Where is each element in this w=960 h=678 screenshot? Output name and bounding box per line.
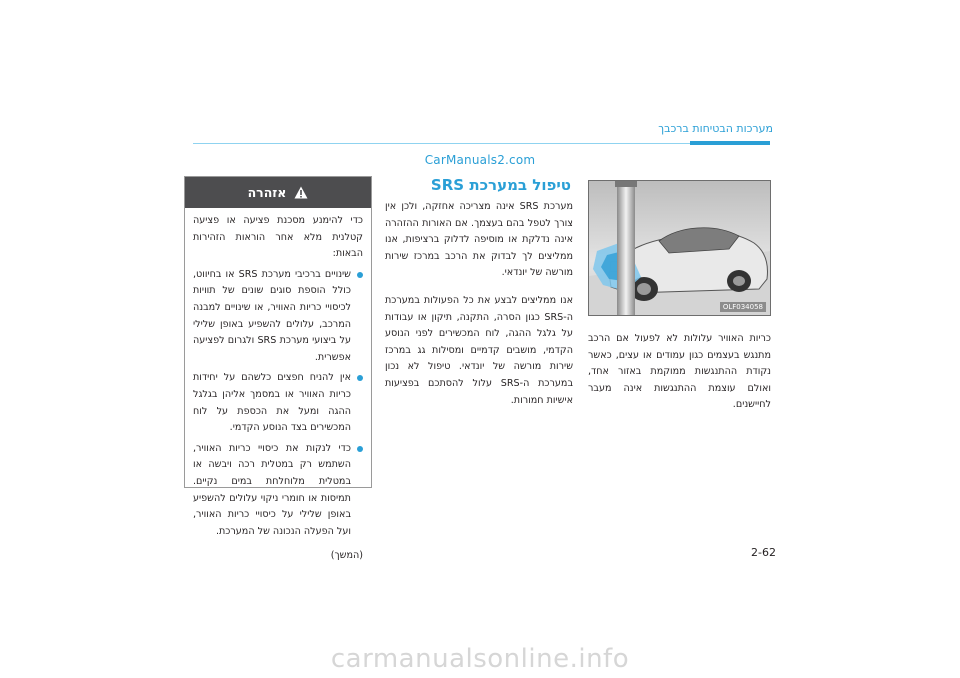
warning-title: אזהרה [247,185,287,200]
warning-item [193,370,363,436]
bullet-icon [357,375,363,381]
bullet-icon [357,272,363,278]
warning-list [193,267,363,541]
paragraph-maintenance: מערכת SRS אינה מצריכה אחזקה, ולכן אין צורך לטפל בהם בעצמך. אם האורות ההזהרה אינה נדלקת או מוסיפה לדלוק ברציפות, אנו ממליצים לך לבדוק את הרכב במרכז שירות מורשה של יונדאי. [385,201,573,279]
warning-box [184,176,372,562]
warning-item [193,267,363,367]
warning-intro: כדי להימנע מסכנת פציעה או פציעה קטלנית מלא אחר הוראות הזהירות הבאות: [193,215,363,260]
header-title: מערכות הבטיחות ברכבך [658,122,773,135]
main-text-column [385,199,573,420]
header-divider [193,143,768,144]
page-number: 2-62 [751,546,776,559]
bullet-icon [357,446,363,452]
photo-caption: כריות האוויר עלולות לא לפעול אם הרכב מתנגש בעצמים כגון עמודים או עצים, כאשר נקודת ההתנגשות ממוקמת באזור אחד, ואולם עוצמת ההתנגשות אינה מעבר לחיישנים. [588,333,771,411]
warning-triangle-icon [294,186,308,199]
car-illustration [589,181,770,315]
warning-item-text: שינויים ברכיבי מערכת SRS או בחיווט, כולל הוספת סוגים שונים של תוויות לכיסויי כריות האוויר, או שינויים למבנה המרכב, עלולים להשפיע באופן שלילי על ביצועי מערכת SRS ולגרום לפציעה אפשרית. [193,268,351,363]
warning-header [185,177,371,208]
watermark-bottom: carmanualsonline.info [330,644,630,674]
section-title: טיפול במערכת SRS [430,176,571,194]
warning-item-text: אין להניח חפצים כלשהם על יחידות כריות האוויר או במסמך אליהן בגלגל ההגה ומעל את הכספת על לוח המכשירים בצד הנוסע הקדמי. [193,372,351,434]
watermark-top: CarManuals2.com [424,153,536,167]
header-accent-bar [690,141,770,145]
warning-item [193,441,363,541]
warning-body [185,208,371,565]
continued-label: (המשך) [330,550,363,562]
car-pole-collision-photo [588,180,771,316]
photo-code: OLF034058 [720,302,766,312]
paragraph-service: אנו ממליצים לבצע את כל הפעולות במערכת ה-SRS כגון הסרה, התקנה, תיקון או עבודות על גלגל ההגה, לוח המכשירים לפני הנוסע הקדמי, מושבים קדמיים ומסילות גג במרכז שירות מורשה של יונדאי. טיפול לא נכון במערכת ה-SRS עלול להסתכם בפציעות אישיות חמורות. [385,294,573,406]
warning-item-text: כדי לנקות את כיסויי כריות האוויר, השתמש רק במטלית רכה ויבשה או במטלית מלוחלחת במים נקיים. תמיסות או חומרי ניקוי עלולים להשפיע באופן שלילי על כיסויי כריות האוויר, ועל הפעלה הנכונה של המערכת. [193,442,351,537]
